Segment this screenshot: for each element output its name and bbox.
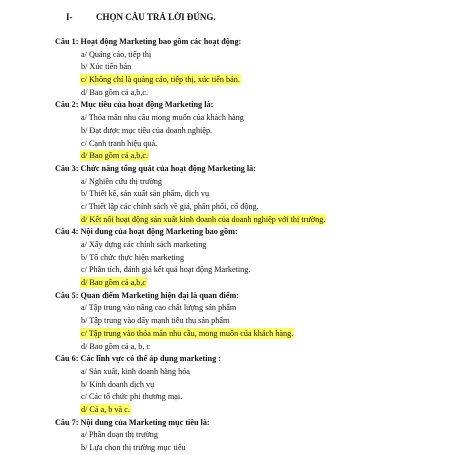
answer-option [55,315,447,328]
answer-option [55,176,447,189]
question-title: Câu 6: Các lĩnh vực có thể áp dụng marketing : [55,354,221,364]
answer-option-text: a/ Xây dựng các chính sách marketing [81,240,207,249]
question-title: Câu 1: Hoạt động Marketing bao gồm các hoạt động: [55,37,242,46]
answer-option-text: d/ Bao gồm cả a,b,c. [81,87,149,97]
answer-option-text: d/ Bao gồm cả a,b,c. [81,151,149,161]
answer-option-text: d/ Bao gồm cả a,b,c [81,278,147,288]
question-6 [55,353,447,416]
question-list [55,36,447,455]
answer-option-text: d/ Cả a, b và c. [81,404,130,414]
answer-option [55,341,447,354]
question-title: Câu 4: Nội dung của hoạt động Marketing bao gồm: [55,227,238,237]
answer-option [55,201,447,214]
answer-option-correct [55,214,447,227]
question-title: Câu 2: Mục tiêu của hoạt động Marketing là: [55,100,214,110]
answer-option [55,188,447,201]
section-title: CHỌN CÂU TRẢ LỜI ĐÚNG. [96,12,216,22]
answer-option-text: a/ Nghiên cứu thị trường [81,176,162,186]
answer-option [55,366,447,379]
answer-option-text: b/ Thiết kế, sản xuất sản phẩm, dịch vụ [81,189,210,199]
answer-option-text: b/ Đạt được mục tiêu của doanh nghiệp. [81,125,213,135]
answer-option [55,391,447,404]
answer-option-text: d/ Kết nối hoạt động sản xuất kinh doanh của doanh nghiệp với thị trường. [81,214,326,224]
answer-option-text: a/ Tập trung vào nâng cao chất lượng sản phẩm [81,303,237,313]
answer-option-text: c/ Không chỉ là quảng cáo, tiếp thị, xúc tiến bán. [81,75,240,85]
answer-option-text: a/ Quảng cáo, tiếp thị [81,49,152,59]
answer-option-text: c/ Các tổ chức phi thương mại. [81,392,183,402]
answer-option-correct [55,150,447,163]
answer-option-text: c/ Phân tích, đánh giá kết quả hoạt động Marketing. [81,265,251,275]
answer-option-text: a/ Thỏa mãn nhu cầu mong muốn của khách hàng [81,113,244,123]
answer-option-text: b/ Tập trung vào đẩy mạnh tiêu thụ sản phẩm [81,316,230,326]
answer-option-text: c/ Tập trung vào thỏa mãn nhu cầu, mong muốn của khách hàng. [81,328,294,338]
answer-option [55,302,447,315]
answer-option-text: b/ Tổ chức thực hiện marketing [81,252,185,262]
answer-option-text: b/ Lựa chọn thị trường mục tiêu [81,443,186,452]
answer-option-correct [55,328,447,341]
answer-option [55,379,447,392]
answer-option-correct [55,277,447,290]
question-3 [55,163,447,226]
question-7 [55,417,447,455]
answer-option-text: b/ Kinh doanh dịch vụ [81,379,155,389]
answer-option [55,49,447,62]
section-number: I- [66,12,73,22]
answer-option [55,252,447,265]
question-title: Câu 3: Chức năng tổng quát của hoạt động Marketing là: [55,163,256,173]
section-heading [66,12,216,22]
question-title: Câu 5: Quan điểm Marketing hiện đại là quan điểm: [55,290,240,300]
answer-option [55,61,447,74]
answer-option-text: c/ Thiết lập các chính sách về giá, phân phối, cổ động. [81,201,259,211]
answer-option-text: b/ Xúc tiến bán [81,62,132,72]
question-4 [55,226,447,289]
answer-option-text: d/ Bao gồm cả a, b, c [81,341,151,351]
question-2 [55,99,447,162]
answer-option [55,112,447,125]
answer-option [55,87,447,100]
answer-option-correct [55,404,447,417]
question-title: Câu 7: Nội dung của Marketing mục tiêu là: [55,417,210,427]
answer-option [55,264,447,277]
answer-option [55,138,447,151]
question-5 [55,290,447,353]
answer-option-text: a/ Sản xuất, kinh doanh hàng hóa [81,366,190,376]
answer-option-correct [55,74,447,87]
answer-option-text: a/ Phân đoạn thị trường [81,430,158,440]
answer-option [55,239,447,252]
answer-option [55,429,447,442]
question-1 [55,36,447,99]
answer-option-text: c/ Cạnh tranh hiệu quả. [81,138,158,148]
answer-option [55,125,447,138]
